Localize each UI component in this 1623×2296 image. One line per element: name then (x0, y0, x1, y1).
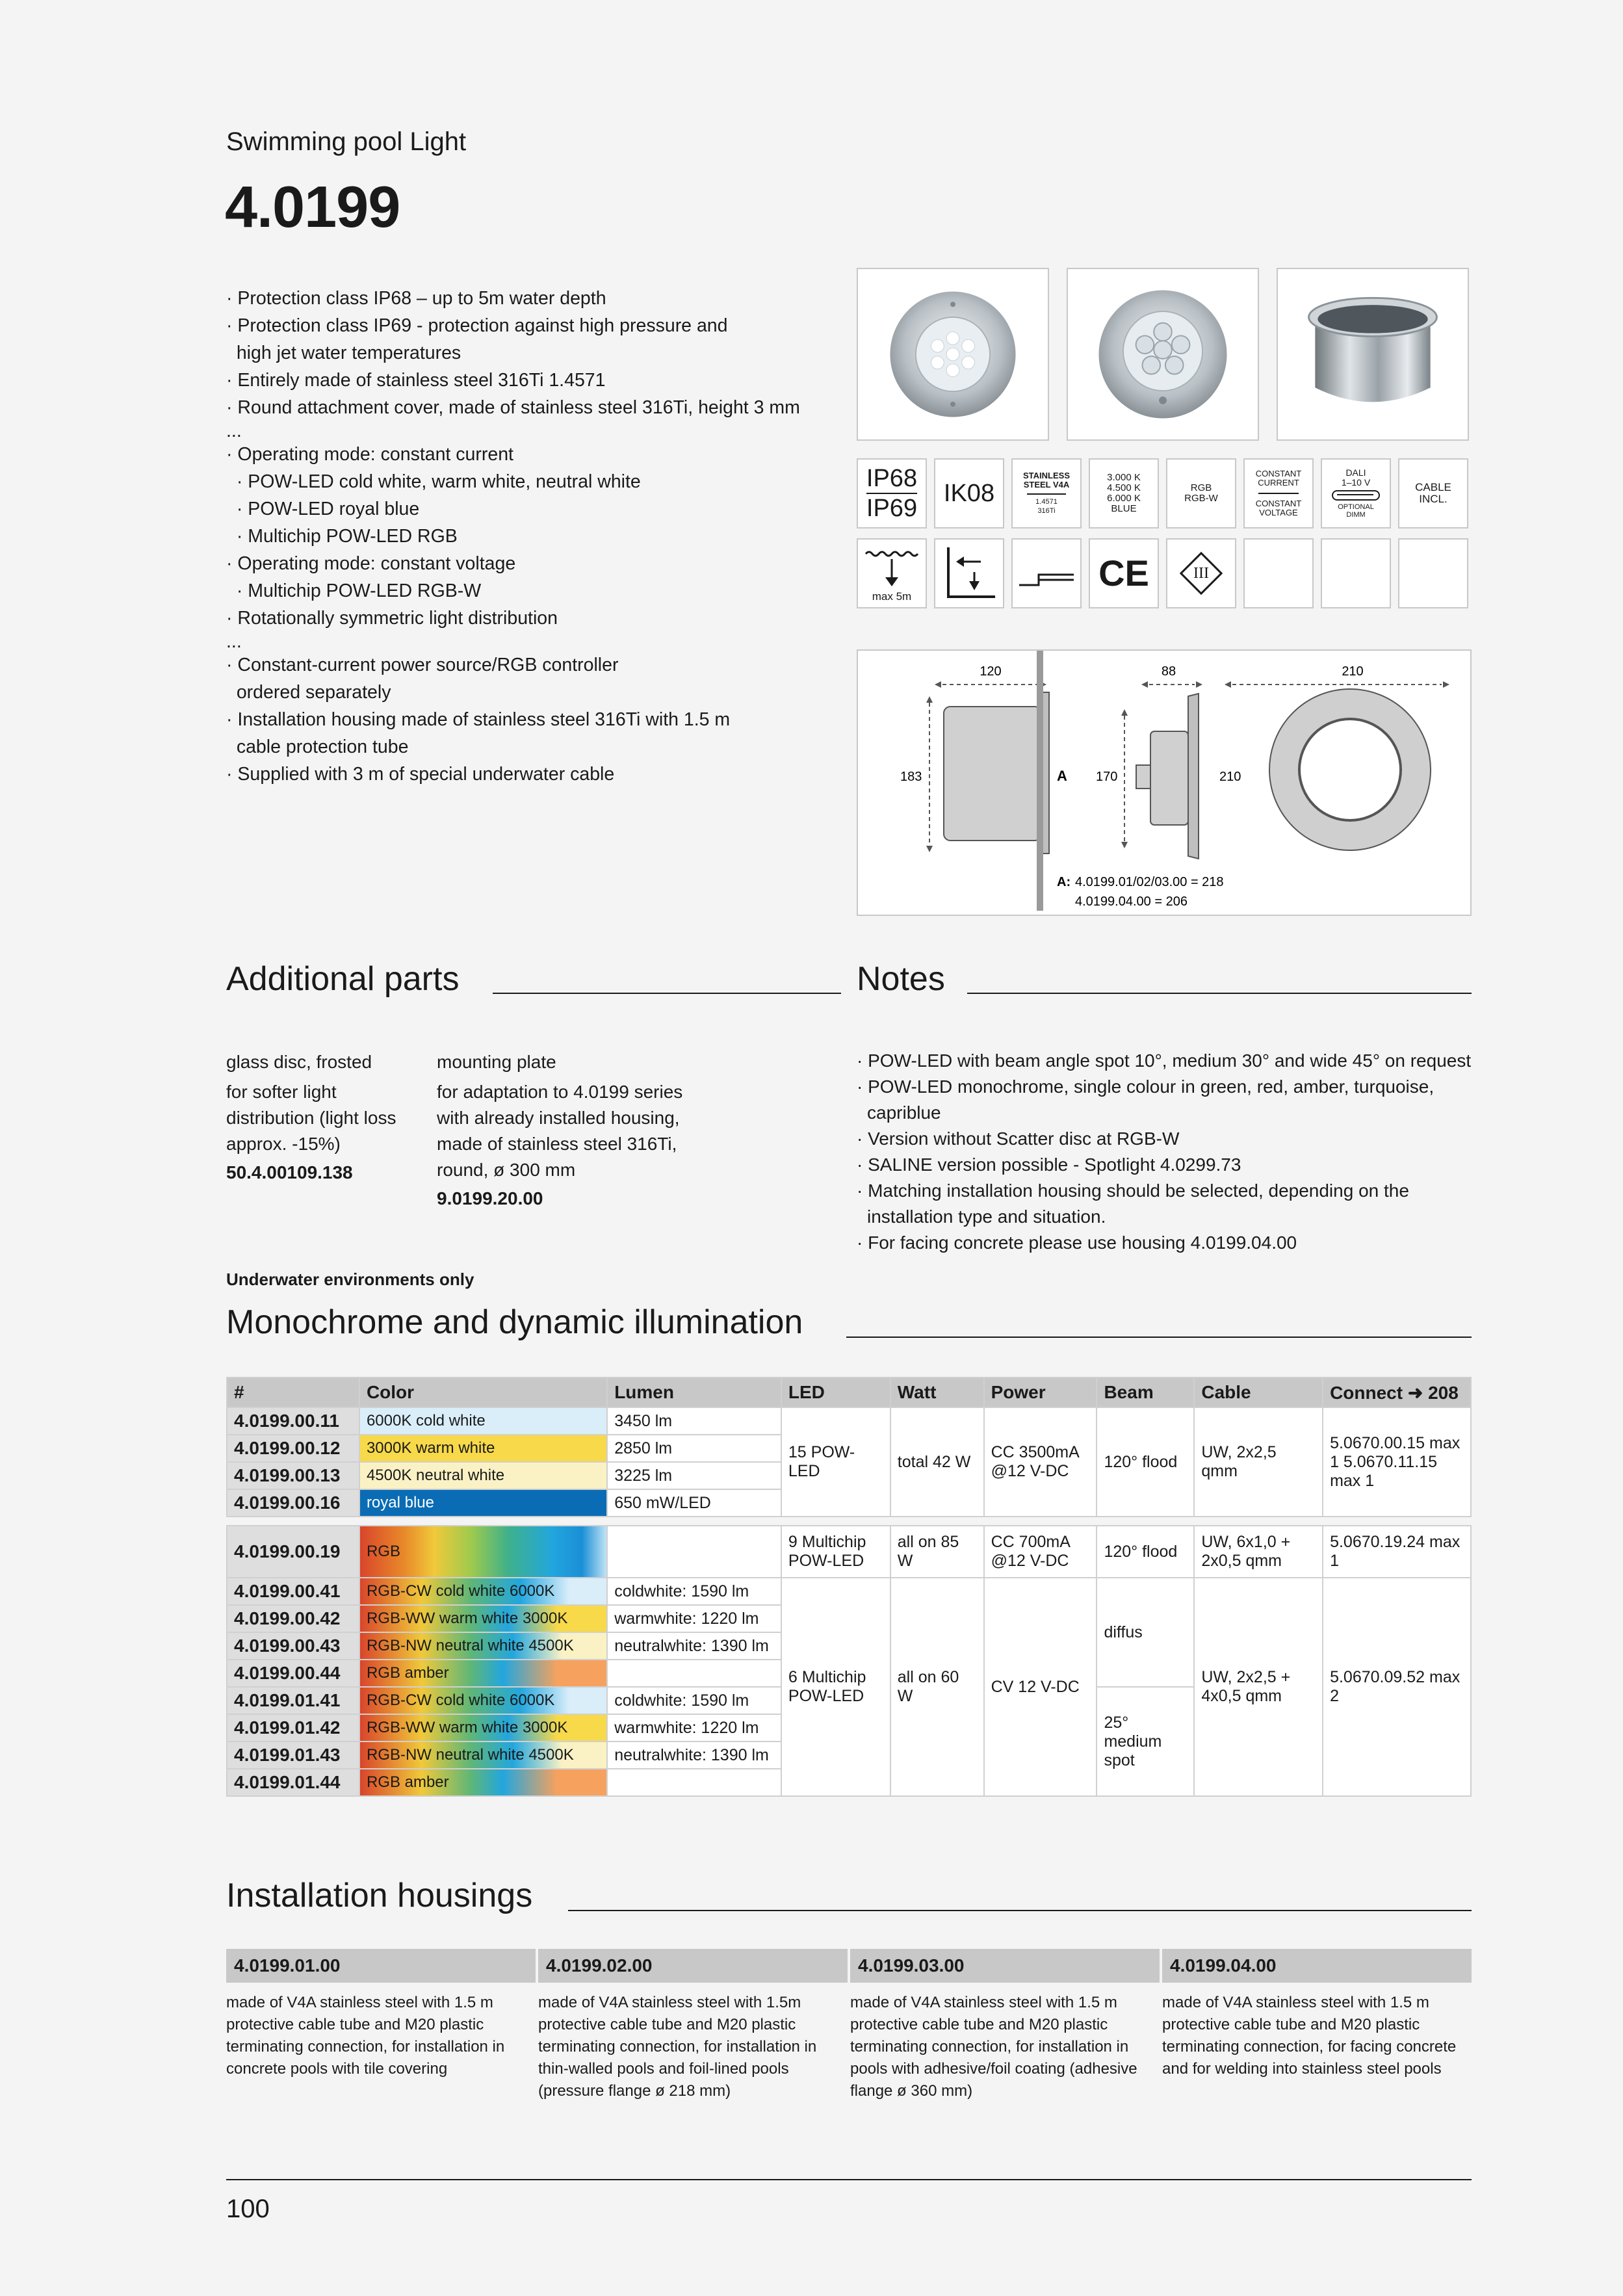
watt-cell: total 42 W (890, 1407, 984, 1517)
feature-line: high jet water temperatures (226, 343, 461, 363)
rgb-line-2: RGB-W (1184, 493, 1218, 504)
empty-icon-slot (1321, 538, 1391, 608)
feature-line: ... (226, 421, 242, 441)
dim-width-3: 210 (1342, 664, 1364, 679)
constant-current-voltage-icon (1243, 458, 1314, 528)
article-id: 4.0199.00.41 (227, 1578, 359, 1605)
footer-rule (226, 2179, 1472, 2180)
lumen-cell: 650 mW/LED (607, 1489, 781, 1517)
article-id: 4.0199.00.11 (227, 1407, 359, 1435)
color-temperature-icon (1089, 458, 1159, 528)
lumen-cell: 3225 lm (607, 1462, 781, 1489)
steel-line-3: 1.4571 (1035, 498, 1058, 506)
feature-line: · Entirely made of stainless steel 316Ti 1.4571 (226, 370, 606, 391)
housing-desc: made of V4A stainless steel with 1.5 m protective cable tube and M20 plastic terminating connection, for installation in pools with adhesive/foil coating (adhesive flange ø 360 mm) (850, 1994, 1137, 2100)
power-cell: CC 700mA @12 V-DC (984, 1526, 1097, 1578)
lumen-cell: warmwhite: 1220 lm (607, 1714, 781, 1742)
lumen-cell (607, 1660, 781, 1687)
cc-line-2: CURRENT (1258, 478, 1299, 488)
col-header-color: Color (359, 1377, 607, 1407)
steel-line-2: STEEL V4A (1023, 480, 1070, 489)
note-item: · POW-LED with beam angle spot 10°, medium 30° and wide 45° on request (857, 1050, 1472, 1071)
feature-line: · Operating mode: constant voltage (226, 553, 516, 574)
table-row (227, 1578, 1471, 1605)
feature-line: · Constant-current power source/RGB controller (226, 655, 619, 675)
part-desc: for adaptation to 4.0199 series (437, 1082, 683, 1102)
article-id: 4.0199.01.41 (227, 1687, 359, 1714)
article-id: 4.0199.00.42 (227, 1605, 359, 1632)
product-model: 4.0199 (225, 175, 400, 240)
feature-line: · Protection class IP69 - protection against high pressure and (226, 315, 728, 336)
cct-line-1: 3.000 K (1107, 472, 1141, 483)
cable-line-1: CABLE (1415, 481, 1451, 493)
feature-line: ordered separately (226, 682, 391, 703)
power-cell: CV 12 V-DC (984, 1578, 1097, 1796)
lumen-cell: coldwhite: 1590 lm (607, 1687, 781, 1714)
lumen-cell: coldwhite: 1590 lm (607, 1578, 781, 1605)
col-header-watt: Watt (890, 1377, 984, 1407)
cct-line-2: 4.500 K (1107, 482, 1141, 493)
housing-item (850, 1949, 1160, 2102)
housing-desc: made of V4A stainless steel with 1.5 m protective cable tube and M20 plastic terminating connection, for installation in concrete pools with tile covering (226, 1994, 505, 2078)
color-swatch: RGB (359, 1526, 607, 1578)
table-row (227, 1407, 1471, 1435)
cct-line-3: 6.000 K (1107, 493, 1141, 504)
installation-housings-heading: Installation housings (226, 1877, 533, 1914)
col-header-beam: Beam (1097, 1377, 1194, 1407)
color-swatch: 3000K warm white (359, 1435, 607, 1462)
product-category: Swimming pool Light (226, 127, 467, 156)
article-id: 4.0199.01.42 (227, 1714, 359, 1742)
part-desc: approx. -15%) (226, 1134, 341, 1154)
lumen-cell: 3450 lm (607, 1407, 781, 1435)
housing-desc: made of V4A stainless steel with 1.5m protective cable tube and M20 plastic terminating connection, for installation in thin-walled pools and foil-lined pools (pressure flange ø 218 mm) (538, 1994, 817, 2100)
col-header-id: # (227, 1377, 359, 1407)
color-swatch: RGB-WW warm white 3000K (359, 1714, 607, 1742)
dim-height-2b: 210 (1219, 770, 1241, 784)
dali-line-2: 1–10 V (1341, 477, 1371, 488)
color-swatch: 4500K neutral white (359, 1462, 607, 1489)
lumen-cell: warmwhite: 1220 lm (607, 1605, 781, 1632)
article-id: 4.0199.00.44 (227, 1660, 359, 1687)
part-desc: made of stainless steel 316Ti, (437, 1134, 677, 1154)
heading-rule (568, 1910, 1472, 1911)
note-item: · SALINE version possible - Spotlight 4.0299.73 (857, 1155, 1241, 1175)
additional-parts-heading: Additional parts (226, 960, 460, 998)
cct-line-4: BLUE (1111, 503, 1137, 514)
ip68-label: IP68 (866, 465, 918, 492)
col-header-cable: Cable (1194, 1377, 1323, 1407)
ip69-label: IP69 (866, 493, 917, 523)
beam-cell: 120° flood (1097, 1526, 1194, 1578)
color-swatch: RGB-CW cold white 6000K (359, 1578, 607, 1605)
led-cell: 15 POW-LED (781, 1407, 890, 1517)
cable-cell: UW, 2x2,5 + 4x0,5 qmm (1194, 1578, 1323, 1796)
color-swatch: RGB amber (359, 1660, 607, 1687)
article-id: 4.0199.00.19 (227, 1526, 359, 1578)
cable-cell: UW, 6x1,0 + 2x0,5 qmm (1194, 1526, 1323, 1578)
product-photo-powled (857, 268, 1049, 441)
ik-label: IK08 (943, 480, 995, 507)
cable-cell: UW, 2x2,5 qmm (1194, 1407, 1323, 1517)
part-desc: distribution (light loss (226, 1108, 396, 1128)
dali-line-1: DALI (1345, 467, 1366, 478)
note-item: · For facing concrete please use housing 4.0199.04.00 (857, 1233, 1297, 1253)
col-header-led: LED (781, 1377, 890, 1407)
beam-cell: diffus (1097, 1578, 1194, 1687)
cable-line-2: INCL. (1419, 493, 1448, 505)
dim-height-1: 183 (900, 770, 922, 784)
note-item: · Version without Scatter disc at RGB-W (857, 1128, 1180, 1149)
col-header-lumen: Lumen (607, 1377, 781, 1407)
feature-line: ... (226, 631, 242, 652)
notes-list (857, 1048, 1481, 1256)
housing-code: 4.0199.04.00 (1162, 1949, 1472, 1983)
housing-item (226, 1949, 536, 2080)
color-swatch: royal blue (359, 1489, 607, 1517)
color-swatch: RGB-WW warm white 3000K (359, 1605, 607, 1632)
mono-dynamic-heading: Monochrome and dynamic illumination (226, 1303, 803, 1341)
part-name: glass disc, frosted (226, 1052, 372, 1072)
connect-cell: 5.0670.19.24 max 1 (1323, 1526, 1471, 1578)
dali-line-4: DIMM (1346, 511, 1366, 519)
watt-cell: all on 85 W (890, 1526, 984, 1578)
product-photo-housing (1277, 268, 1469, 441)
water-depth-icon (857, 538, 927, 608)
note-item: · POW-LED monochrome, single colour in green, red, amber, turquoise, capriblue (857, 1076, 1435, 1123)
dim-note-b: 4.0199.01/02/03.00 = 218 (1075, 875, 1224, 889)
housing-item (1162, 1949, 1472, 2080)
dim-note-a: A: (1057, 875, 1071, 889)
part-desc: for softer light (226, 1082, 337, 1102)
part-glass-disc (226, 1049, 421, 1186)
dim-width-2: 88 (1161, 664, 1176, 679)
housing-code: 4.0199.01.00 (226, 1949, 536, 1983)
dali-line-3: OPTIONAL (1338, 503, 1374, 511)
housing-item (538, 1949, 848, 2102)
ce-mark-icon (1089, 538, 1159, 608)
dimension-drawing (857, 649, 1472, 916)
note-item: · Matching installation housing should be selected, depending on the installation type and situation. (857, 1181, 1409, 1227)
feature-line: · Rotationally symmetric light distribution (226, 608, 558, 629)
connect-cell: 5.0670.00.15 max 1 5.0670.11.15 max 1 (1323, 1407, 1471, 1517)
class3-label: III (1193, 565, 1209, 582)
dim-height-2a: 170 (1096, 770, 1118, 784)
feature-line: · Multichip POW-LED RGB (226, 526, 458, 547)
installation-icon (934, 538, 1004, 608)
cv-line-1: CONSTANT (1255, 499, 1302, 508)
part-desc: with already installed housing, (437, 1108, 680, 1128)
steel-line-4: 316Ti (1037, 507, 1056, 515)
table-header-row (227, 1377, 1471, 1407)
feature-list (226, 285, 844, 788)
lumen-cell (607, 1769, 781, 1796)
heading-rule (493, 993, 841, 994)
feature-line: · Multichip POW-LED RGB-W (226, 581, 482, 601)
steel-line-1: STAINLESS (1023, 471, 1070, 480)
feature-line: · POW-LED cold white, warm white, neutral white (226, 471, 641, 492)
color-swatch: 6000K cold white (359, 1407, 607, 1435)
color-swatch: RGB-NW neutral white 4500K (359, 1742, 607, 1769)
feature-line: · POW-LED royal blue (226, 499, 420, 519)
ik08-icon (934, 458, 1004, 528)
col-header-power: Power (984, 1377, 1097, 1407)
dali-dimm-icon (1321, 458, 1391, 528)
table-row (227, 1526, 1471, 1578)
lumen-cell (607, 1526, 781, 1578)
cv-line-2: VOLTAGE (1259, 508, 1298, 517)
dim-a-label: A (1057, 768, 1067, 784)
cable-included-icon (1398, 458, 1468, 528)
rgb-line-1: RGB (1190, 482, 1212, 493)
feature-line: cable protection tube (226, 737, 409, 757)
protection-class-iii-icon (1166, 538, 1236, 608)
feature-line: · Installation housing made of stainless steel 316Ti with 1.5 m (226, 709, 731, 730)
article-id: 4.0199.01.44 (227, 1769, 359, 1796)
product-photo-multichip (1067, 268, 1259, 441)
stainless-steel-icon (1011, 458, 1082, 528)
part-name: mounting plate (437, 1052, 556, 1072)
color-swatch: RGB-NW neutral white 4500K (359, 1632, 607, 1660)
rgb-icon (1166, 458, 1236, 528)
notes-heading: Notes (857, 960, 945, 998)
flush-mount-icon (1011, 538, 1082, 608)
lumen-cell: 2850 lm (607, 1435, 781, 1462)
depth-label: max 5m (872, 590, 912, 603)
dim-note-c: 4.0199.04.00 = 206 (1075, 894, 1188, 909)
lumen-cell: neutralwhite: 1390 lm (607, 1632, 781, 1660)
feature-line: · Protection class IP68 – up to 5m water depth (226, 288, 606, 309)
empty-icon-slot (1398, 538, 1468, 608)
heading-rule (967, 993, 1472, 994)
beam-cell: 120° flood (1097, 1407, 1194, 1517)
heading-rule (846, 1337, 1472, 1338)
power-cell: CC 3500mA @12 V-DC (984, 1407, 1097, 1517)
beam-cell: 25° medium spot (1097, 1687, 1194, 1796)
page-number: 100 (226, 2195, 270, 2223)
ip-rating-icon (857, 458, 927, 528)
connect-cell: 5.0670.09.52 max 2 (1323, 1578, 1471, 1796)
feature-line: · Round attachment cover, made of stainless steel 316Ti, height 3 mm (226, 397, 800, 418)
ce-label: CE (1098, 553, 1149, 594)
watt-cell: all on 60 W (890, 1578, 984, 1796)
feature-line: · Operating mode: constant current (226, 444, 513, 465)
led-cell: 6 Multichip POW-LED (781, 1578, 890, 1796)
feature-line: · Supplied with 3 m of special underwater cable (226, 764, 615, 785)
color-swatch: RGB amber (359, 1769, 607, 1796)
part-code: 50.4.00109.138 (226, 1162, 353, 1182)
part-code: 9.0199.20.00 (437, 1188, 543, 1208)
article-id: 4.0199.01.43 (227, 1742, 359, 1769)
color-swatch: RGB-CW cold white 6000K (359, 1687, 607, 1714)
led-cell: 9 Multichip POW-LED (781, 1526, 890, 1578)
article-id: 4.0199.00.43 (227, 1632, 359, 1660)
housing-code: 4.0199.02.00 (538, 1949, 848, 1983)
article-id: 4.0199.00.16 (227, 1489, 359, 1517)
housing-code: 4.0199.03.00 (850, 1949, 1160, 1983)
lumen-cell: neutralwhite: 1390 lm (607, 1742, 781, 1769)
housing-desc: made of V4A stainless steel with 1.5 m protective cable tube and M20 plastic terminating connection, for facing concrete and for welding into stainless steel pools (1162, 1994, 1457, 2078)
dim-width-1: 120 (980, 664, 1002, 679)
part-desc: round, ø 300 mm (437, 1160, 576, 1180)
empty-icon-slot (1243, 538, 1314, 608)
cc-line-1: CONSTANT (1255, 469, 1302, 478)
col-header-connect: Connect ➜ 208 (1323, 1377, 1471, 1407)
underwater-note: Underwater environments only (226, 1270, 474, 1289)
part-mounting-plate (437, 1049, 710, 1212)
article-id: 4.0199.00.13 (227, 1462, 359, 1489)
product-table (226, 1377, 1472, 1797)
article-id: 4.0199.00.12 (227, 1435, 359, 1462)
